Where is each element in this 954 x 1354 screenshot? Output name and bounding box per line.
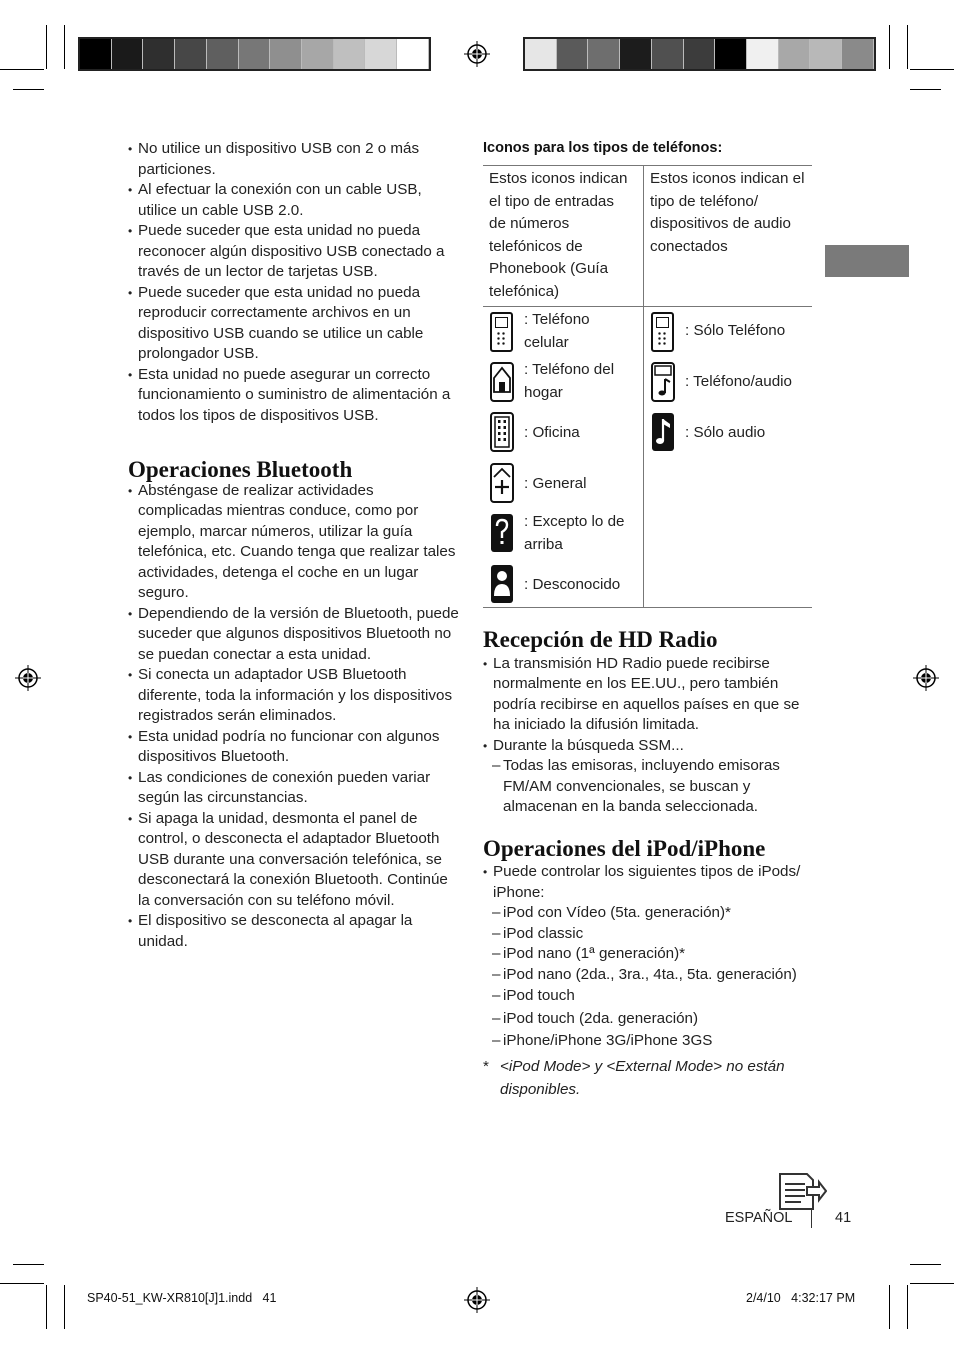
home-phone-icon xyxy=(490,362,514,402)
hd-radio-list xyxy=(483,654,815,757)
color-swatch xyxy=(239,39,271,69)
list-item: – iPhone/iPhone 3G/iPhone 3GS xyxy=(483,1031,815,1052)
icon-label: : Excepto lo de arriba xyxy=(524,513,625,553)
phone-only-icon xyxy=(651,312,674,352)
language-tab-marker xyxy=(825,245,909,277)
document-continue-icon xyxy=(777,1172,827,1212)
color-swatch xyxy=(525,39,557,69)
unknown-phone-icon xyxy=(490,564,514,604)
hd-radio-heading: Recepción de HD Radio xyxy=(483,627,718,652)
color-swatch xyxy=(779,39,811,69)
list-item: – iPod classic xyxy=(483,924,815,945)
page-number: 41 xyxy=(835,1210,852,1226)
color-swatch xyxy=(842,39,874,69)
icon-label: : Oficina xyxy=(524,424,580,441)
color-swatch xyxy=(80,39,112,69)
list-item: • Esta unidad podría no funcionar con algunos dispositivos Bluetooth. xyxy=(128,727,460,768)
table-header-left: Estos iconos indican el tipo de entradas de números telefónicos de Phonebook (Guía telefónica) xyxy=(489,170,628,300)
color-swatch xyxy=(715,39,747,69)
icon-label: : Sólo Teléfono xyxy=(685,322,786,339)
list-item: • Esta unidad no puede asegurar un correcto funcionamiento o suministro de alimentación a todos los tipos de dispositivos USB. xyxy=(128,365,460,427)
color-swatch xyxy=(302,39,334,69)
footnote xyxy=(483,1055,815,1101)
footnote-mark: * xyxy=(483,1057,489,1075)
general-phone-icon xyxy=(490,463,514,503)
color-swatch xyxy=(747,39,779,69)
color-swatch xyxy=(207,39,239,69)
color-swatch xyxy=(588,39,620,69)
color-swatch xyxy=(143,39,175,69)
list-item: – iPod nano (2da., 3ra., 4ta., 5ta. generación) xyxy=(483,965,815,986)
list-item: • Durante la búsqueda SSM... xyxy=(483,736,815,757)
footnote-text: <iPod Mode> y <External Mode> no están disponibles. xyxy=(500,1057,785,1098)
icon-label: : Teléfono del hogar xyxy=(524,361,615,401)
list-item: • Las condiciones de conexión pueden variar según las circunstancias. xyxy=(128,768,460,809)
registration-mark-icon xyxy=(15,665,41,691)
color-swatch xyxy=(365,39,397,69)
list-item: • Si conecta un adaptador USB Bluetooth diferente, toda la información y los dispositivos registrados serán eliminados. xyxy=(128,665,460,727)
list-item: • Puede suceder que esta unidad no pueda reconocer algún dispositivo USB conectado a través de un lector de tarjetas USB. xyxy=(128,221,460,283)
usb-notes-list xyxy=(128,139,460,426)
audio-only-icon xyxy=(651,412,675,452)
list-item: – iPod con Vídeo (5ta. generación)* xyxy=(483,903,815,924)
color-calibration-bar-left xyxy=(78,37,431,71)
color-swatch xyxy=(175,39,207,69)
footer-language: ESPAÑOL xyxy=(725,1210,793,1226)
registration-mark-icon xyxy=(464,1287,490,1313)
icon-label: : Teléfono celular xyxy=(524,311,590,351)
icon-label: : Desconocido xyxy=(524,576,621,593)
cell-phone-icon xyxy=(490,312,513,352)
registration-mark-icon xyxy=(464,41,490,67)
color-swatch xyxy=(652,39,684,69)
color-calibration-bar-right xyxy=(523,37,876,71)
registration-mark-icon xyxy=(913,665,939,691)
phone-audio-icon xyxy=(651,362,675,402)
table-header-right: Estos iconos indican el tipo de teléfono/ dispositivos de audio conectados xyxy=(650,170,805,255)
date-info: 2/4/10 4:32:17 PM xyxy=(746,1291,856,1305)
color-swatch xyxy=(620,39,652,69)
list-item: • Si apaga la unidad, desmonta el panel de control, o desconecta el adaptador Bluetooth USB durante una conversación telefónica, se desconectará la conexión Bluetooth. Continúe la conversación con su teléfono móvil. xyxy=(128,809,460,912)
list-item: – iPod touch xyxy=(483,986,815,1007)
icon-label: : Teléfono/audio xyxy=(685,373,792,390)
color-swatch xyxy=(810,39,842,69)
footer-divider xyxy=(811,1210,812,1228)
file-info: SP40-51_KW-XR810[J]1.indd 41 xyxy=(87,1291,277,1305)
color-swatch xyxy=(397,39,429,69)
bluetooth-notes-list xyxy=(128,481,460,953)
color-swatch xyxy=(112,39,144,69)
color-swatch xyxy=(684,39,716,69)
list-item: • No utilice un dispositivo USB con 2 o más particiones. xyxy=(128,139,460,180)
list-item: • Puede controlar los siguientes tipos de iPods/ iPhone: xyxy=(483,862,815,903)
list-item: • El dispositivo se desconecta al apagar la unidad. xyxy=(128,911,460,952)
ipod-list xyxy=(483,862,815,903)
list-item: – Todas las emisoras, incluyendo emisoras FM/AM convencionales, se buscan y almacenan en la banda seleccionada. xyxy=(483,756,815,818)
phone-icons-table xyxy=(483,165,812,608)
color-swatch xyxy=(270,39,302,69)
bluetooth-heading: Operaciones Bluetooth xyxy=(128,457,353,482)
list-item: • Absténgase de realizar actividades complicadas mientras conduce, como por ejemplo, marcar números, utilizar la guía telefónica, etc. Cuando tenga que realizar tales actividades, detenga el coche en un lugar seguro. xyxy=(128,481,460,604)
list-item: – iPod touch (2da. generación) xyxy=(483,1009,815,1030)
list-item: • Dependiendo de la versión de Bluetooth, puede suceder que algunos dispositivos Bluetooth no se puedan conectar a esta unidad. xyxy=(128,604,460,666)
list-item: • Puede suceder que esta unidad no pueda reproducir correctamente archivos en un dispositivo USB cuando se utilice un cable prolongador USB. xyxy=(128,283,460,365)
ipod-heading: Operaciones del iPod/iPhone xyxy=(483,835,766,861)
color-swatch xyxy=(334,39,366,69)
list-item: • La transmisión HD Radio puede recibirse normalmente en los EE.UU., pero también podría recibirse en aquellos países en que se ha iniciado la difusión limitada. xyxy=(483,654,815,736)
right-column xyxy=(483,627,815,1101)
left-column xyxy=(128,139,460,952)
list-item: • Al efectuar la conexión con un cable USB, utilice un cable USB 2.0. xyxy=(128,180,460,221)
office-phone-icon xyxy=(490,412,514,452)
icon-label: : Sólo audio xyxy=(685,424,766,441)
table-caption: Iconos para los tipos de teléfonos: xyxy=(483,140,723,156)
color-swatch xyxy=(557,39,589,69)
list-item: – iPod nano (1ª generación)* xyxy=(483,944,815,965)
other-phone-icon xyxy=(490,513,514,553)
icon-label: : General xyxy=(524,475,587,492)
